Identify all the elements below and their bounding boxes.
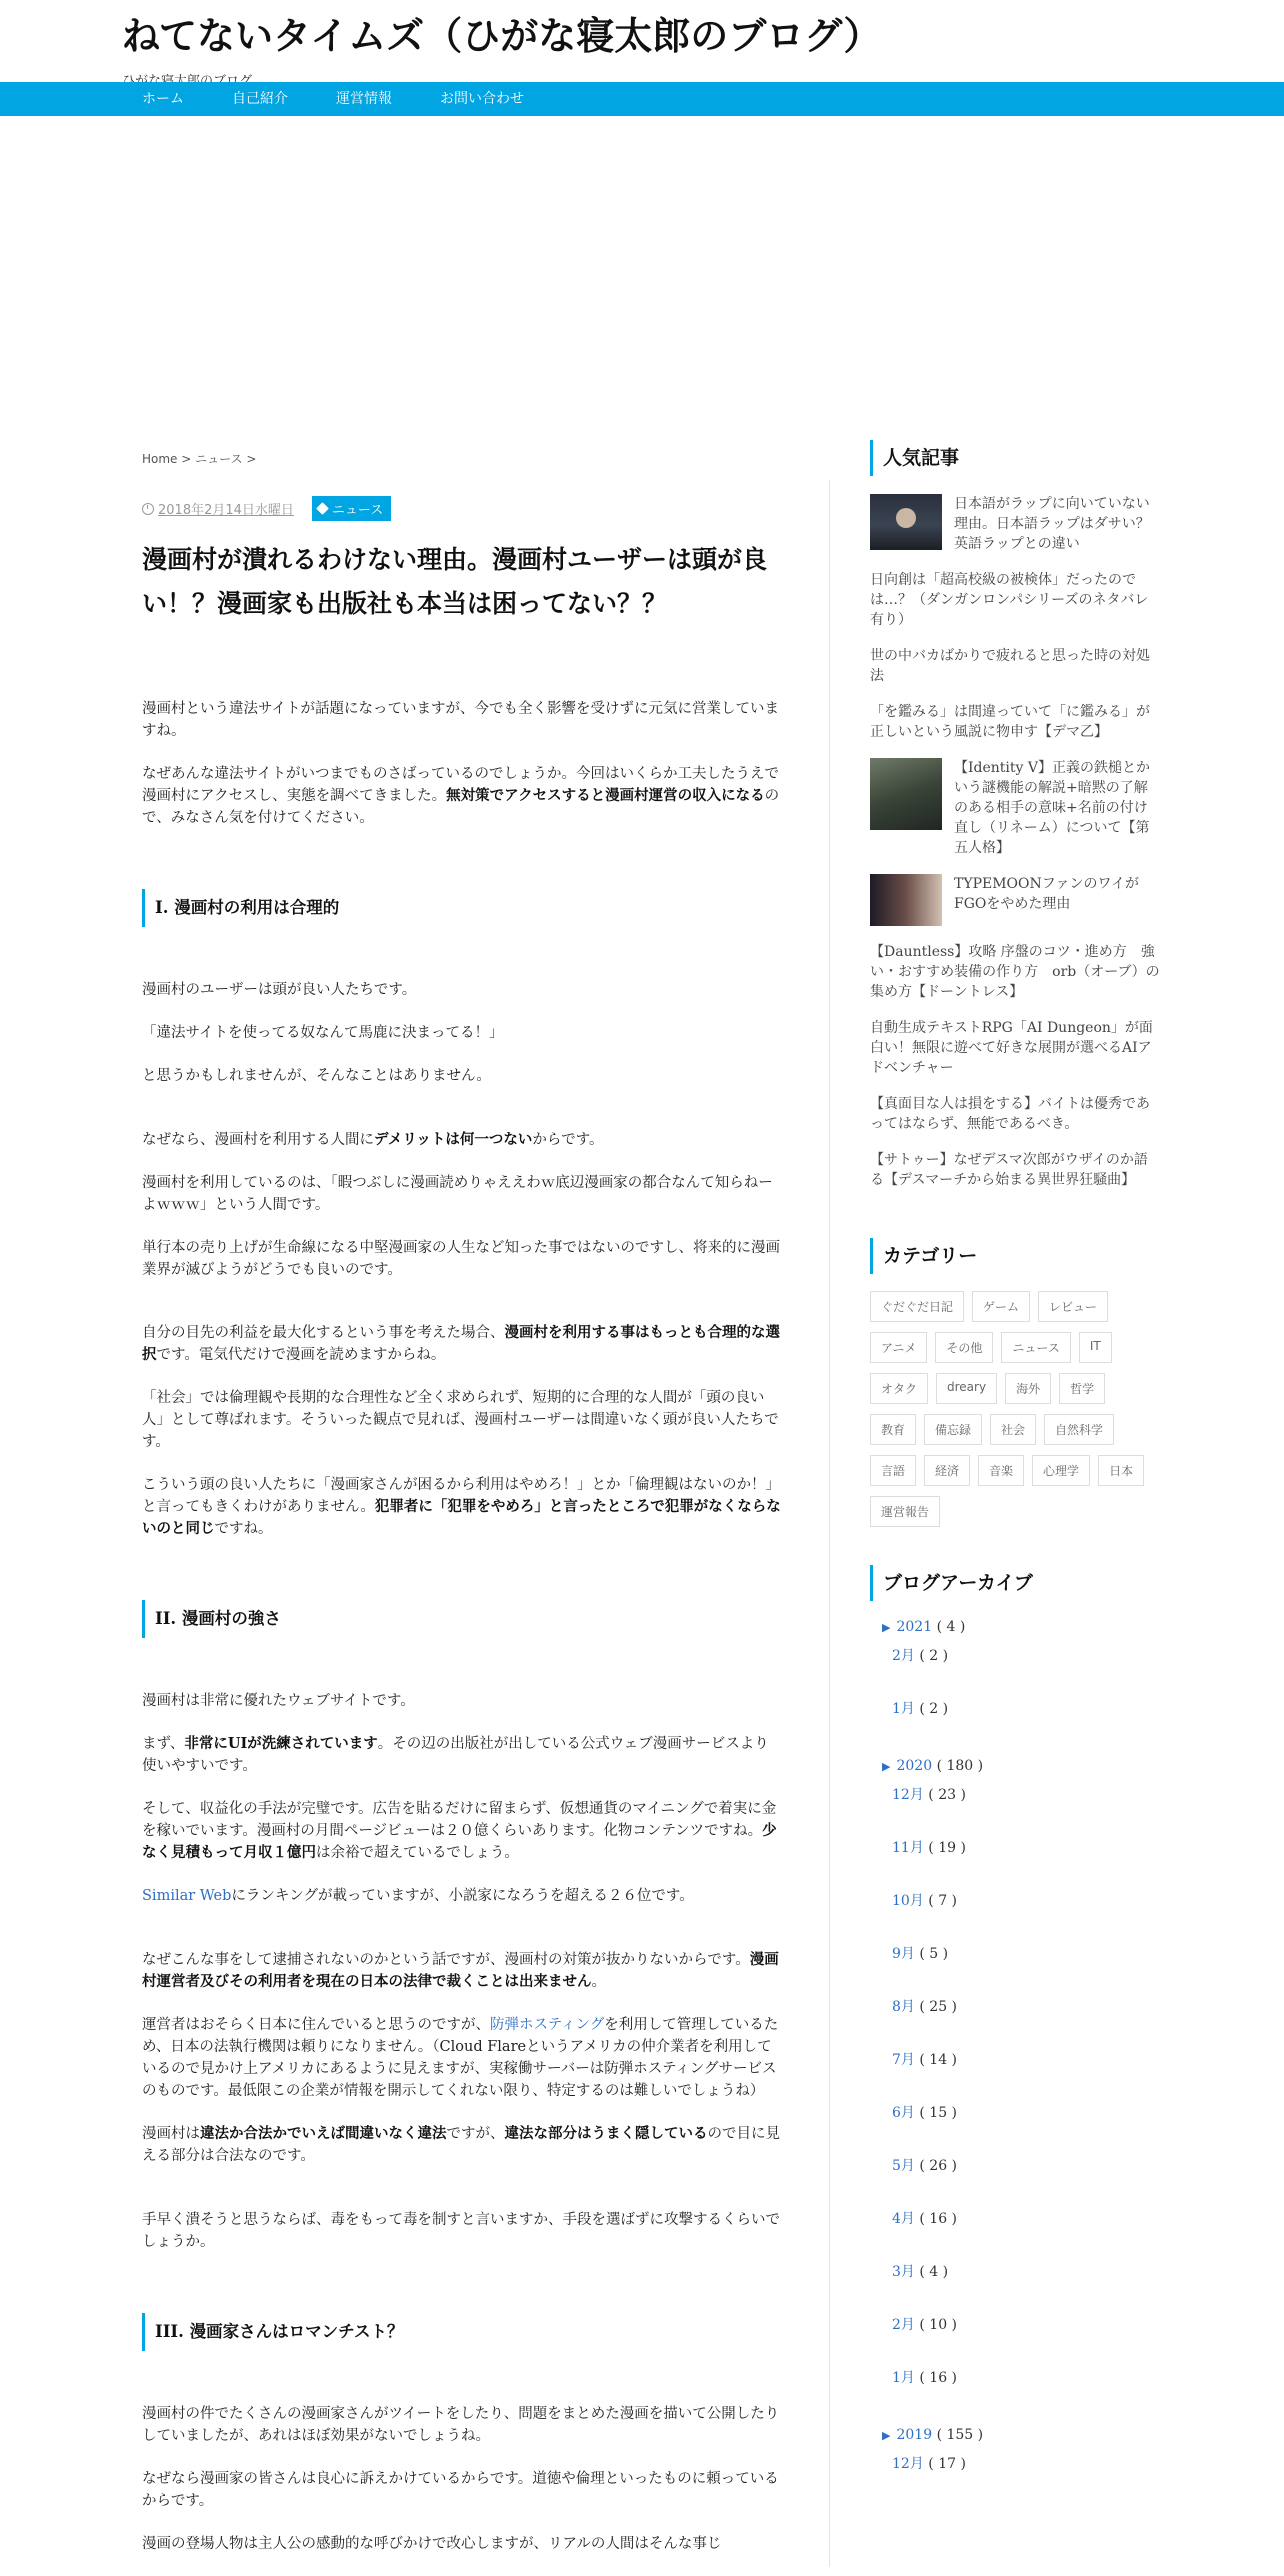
paragraph: 漫画村を利用しているのは、「暇つぶしに漫画読めりゃええわｗ底辺漫画家の都合なんて知らねーよｗｗｗ」という人間です。 <box>142 1175 773 1213</box>
category-tag[interactable]: レビュー <box>1038 1291 1108 1322</box>
paragraph: 漫画村は違法か合法かでいえば間違いなく違法ですが、違法な部分はうまく隠しているので目に見える部分は合法なのです。 <box>142 2125 780 2164</box>
nav-home[interactable]: ホーム <box>142 91 184 107</box>
category-tag[interactable]: 自然科学 <box>1044 1414 1114 1445</box>
archive-year-2021: ▶ 2021 ( 4 ) 2月 ( 2 ) 1月 ( 2 ) <box>882 1619 966 1717</box>
category-tag[interactable]: ぐだぐだ日記 <box>870 1291 964 1322</box>
post-title: 漫画村が潰れるわけない理由。漫画村ユーザーは頭が良い！？漫画家も出版社も本当は困ってない？？ <box>142 545 768 618</box>
category-tag[interactable]: その他 <box>935 1332 993 1363</box>
post-meta <box>142 496 391 521</box>
category-tag[interactable]: オタク <box>870 1373 928 1404</box>
archive-heading: ブログアーカイブ <box>870 1565 1160 1601</box>
category-tag[interactable]: 備忘録 <box>924 1414 982 1445</box>
tag-icon <box>316 502 329 515</box>
popular-post[interactable]: TYPEMOONファンのワイがFGOをやめた理由 <box>870 874 1160 926</box>
paragraph: なぜこんな事をして逮捕されないのかという話ですが、漫画村の対策が抜かりないからです。漫画村運営者及びその利用者を現在の日本の法律で裁くことは出来ません。 <box>142 1951 779 1990</box>
column-divider <box>829 480 830 2567</box>
popular-post[interactable]: 自動生成テキストRPG「AI Dungeon」が面白い！無限に遊べて好きな展開が選べるAIアドベンチャー <box>870 1020 1153 1076</box>
category-tag[interactable]: 社会 <box>990 1414 1036 1445</box>
paragraph: 自分の目先の利益を最大化するという事を考えた場合、漫画村を利用する事はもっとも合理的な選択です。電気代だけで漫画を読めますからね。 <box>142 1324 780 1363</box>
paragraph: なぜなら漫画家の皆さんは良心に訴えかけているからです。道徳や倫理といったものに頼っているからです。 <box>142 2471 779 2509</box>
section-heading-2: II. 漫画村の強さ <box>142 1600 782 1638</box>
popular-post[interactable]: 【Dauntless】攻略 序盤のコツ・進め方 強い・おすすめ装備の作り方 orb（オーブ）の集め方【ドーントレス】 <box>870 944 1160 1000</box>
category-tag[interactable]: 日本 <box>1098 1455 1144 1486</box>
popular-posts <box>870 494 1160 1190</box>
category-tag[interactable]: アニメ <box>870 1332 927 1363</box>
clock-icon <box>142 503 154 515</box>
category-tag[interactable]: 心理学 <box>1032 1455 1090 1486</box>
category-tag[interactable]: 経済 <box>924 1455 970 1486</box>
nav-contact[interactable]: お問い合わせ <box>440 91 524 107</box>
hosting-link[interactable]: 防弾ホスティング <box>490 2017 605 2033</box>
paragraph: と思うかもしれませんが、そんなことはありません。 <box>142 1068 491 1084</box>
expand-triangle-icon[interactable]: ▶ <box>882 1621 891 1634</box>
paragraph: 漫画村の件でたくさんの漫画家さんがツイートをしたり、問題をまとめた漫画を描いて公開したりしていましたが、あれはほぼ効果がないでしょうね。 <box>142 2406 780 2444</box>
paragraph: 漫画村という違法サイトが話題になっていますが、今でも全く影響を受けずに元気に営業していますね。 <box>142 701 779 739</box>
post-thumbnail[interactable] <box>870 494 942 550</box>
category-tag[interactable]: 海外 <box>1005 1373 1051 1404</box>
main-nav <box>0 82 1284 116</box>
popular-posts-heading: 人気記事 <box>870 440 1160 476</box>
paragraph: まず、非常にUIが洗練されています。その辺の出版社が出している公式ウェブ漫画サービスより使いやすいです。 <box>142 1735 769 1774</box>
site-title[interactable]: ねてないタイムズ（ひがな寝太郎のブログ） <box>122 13 882 58</box>
category-tag[interactable]: dreary <box>936 1373 997 1404</box>
nav-about[interactable]: 自己紹介 <box>232 91 288 107</box>
category-tag[interactable]: 教育 <box>870 1414 916 1445</box>
section-heading-3: III. 漫画家さんはロマンチスト？ <box>142 2313 782 2351</box>
paragraph: そして、収益化の手法が完璧です。広告を貼るだけに留まらず、仮想通貨のマイニングで着実に金を稼いでいます。漫画村の月間ページビューは２０億くらいあります。化物コンテンツですね。少なく見積もって月収１億円は余裕で超えているでしょう。 <box>142 1801 777 1861</box>
paragraph: 手早く潰そうと思うならば、毒をもって毒を制すと言いますか、手段を選ばずに攻撃するくらいでしょうか。 <box>142 2212 780 2250</box>
archive-year-2019: ▶ 2019 ( 155 ) 12月 ( 17 ) <box>882 2427 984 2472</box>
paragraph: 運営者はおそらく日本に住んでいると思うのですが、防弾ホスティングを利用して管理しているため、日本の法執行機関は頼りになりません。（Cloud Flareというアメリカの仲介業者を利用しているので見かけ上アメリカにあるように見えますが、実稼働サーバーは防弾ホスティングサービスのものです。最低限この企業が情報を開示してくれない限り、特定するのは難しいでしょうね） <box>142 2017 779 2099</box>
expand-triangle-icon[interactable]: ▶ <box>882 1760 891 1773</box>
popular-post[interactable]: 世の中バカばかりで疲れると思った時の対処法 <box>870 648 1150 684</box>
section-heading-1: I. 漫画村の利用は合理的 <box>142 889 782 927</box>
paragraph: 漫画村は非常に優れたウェブサイトです。 <box>142 1693 415 1709</box>
expand-triangle-icon[interactable]: ▶ <box>882 2429 891 2442</box>
category-tag[interactable]: 哲学 <box>1059 1373 1105 1404</box>
popular-post[interactable]: 【Identity V】正義の鉄槌とかいう謎機能の解説+暗黙の了解のある相手の意味+名前の付け直し（リネーム）について【第五人格】 <box>870 758 1160 858</box>
post-body <box>142 698 782 2576</box>
category-tag[interactable]: 言語 <box>870 1455 916 1486</box>
popular-post[interactable]: 日本語がラップに向いていない理由。日本語ラップはダサい？英語ラップとの違い <box>870 494 1160 554</box>
paragraph: こういう頭の良い人たちに「漫画家さんが困るから利用はやめろ！」とか「倫理観はないのか！」と言ってもきくわけがありません。犯罪者に「犯罪をやめろ」と言ったところで犯罪がなくならないのと同じですね。 <box>142 1477 781 1537</box>
post-thumbnail[interactable] <box>870 758 942 830</box>
category-tag[interactable]: ニュース <box>1001 1332 1070 1363</box>
paragraph: なぜなら、漫画村を利用する人間にデメリットは何一つないからです。 <box>142 1131 604 1148</box>
paragraph: 「社会」では倫理観や長期的な合理性など全く求められず、短期的に合理的な人間が「頭の良い人」として尊ばれます。そういった観点で見れば、漫画村ユーザーは間違いなく頭が良い人たちです。 <box>142 1390 779 1450</box>
category-list <box>870 1291 1160 1537</box>
category-tag[interactable]: ゲーム <box>972 1291 1030 1322</box>
paragraph: 「違法サイトを使ってる奴なんて馬鹿に決まってる！」 <box>142 1025 504 1041</box>
paragraph: 漫画の登場人物は主人公の感動的な呼びかけで改心しますが、リアルの人間はそんな事じ <box>142 2536 722 2552</box>
paragraph: 単行本の売り上げが生命線になる中堅漫画家の人生など知った事ではないのですし、将来的に漫画業界が滅びようがどうでも良いのです。 <box>142 1240 780 1278</box>
blog-archive <box>870 1619 1160 2473</box>
popular-post[interactable]: 【真面目な人は損をする】バイトは優秀であってはならず、無能であるべき。 <box>870 1096 1150 1132</box>
breadcrumb[interactable]: Home > ニュース > <box>142 452 257 466</box>
archive-year-2020: ▶ 2020 ( 180 ) 12月 ( 23 ) 11月 ( 19 ) 10月 ( 7 ) 9月 ( 5 ) 8月 ( 25 ) 7月 ( 14 ) 6月 ( 15 ) 5月 ( 26 ) 4月 ( 16 ) 3月 ( 4 ) 2月 ( 10 ) 1月 ( 16 ) <box>882 1758 984 2386</box>
sidebar <box>870 440 1160 2513</box>
post-thumbnail[interactable] <box>870 874 942 926</box>
category-heading: カテゴリー <box>870 1238 1160 1274</box>
popular-post[interactable]: 「を鑑みる」は間違っていて「に鑑みる」が正しいという風説に物申す【デマ乙】 <box>870 704 1150 740</box>
category-badge[interactable] <box>312 496 391 521</box>
nav-info[interactable]: 運営情報 <box>336 91 392 107</box>
category-tag[interactable]: 音楽 <box>978 1455 1024 1486</box>
similarweb-link[interactable]: Similar Web <box>142 1888 232 1904</box>
paragraph: Similar Webにランキングが載っていますが、小説家になろうを超える２６位です。 <box>142 1888 694 1904</box>
popular-post[interactable]: 【サトゥー】なぜデスマ次郎がウザイのか語る【デスマーチから始まる異世界狂騒曲】 <box>870 1152 1148 1188</box>
site-header <box>122 0 1222 89</box>
popular-post[interactable]: 日向創は「超高校級の被検体」だったのでは…？（ダンガンロンパシリーズのネタバレ有り） <box>870 572 1149 628</box>
category-tag[interactable]: IT <box>1079 1332 1112 1363</box>
category-label: ニュース <box>331 503 384 518</box>
paragraph: なぜあんな違法サイトがいつまでものさばっているのでしょうか。今回はいくらか工夫したうえで漫画村にアクセスし、実態を調べてきました。無対策でアクセスすると漫画村運営の収入になるので、みなさん気を付けてください。 <box>142 766 780 826</box>
paragraph: 漫画村のユーザーは頭が良い人たちです。 <box>142 982 417 998</box>
category-tag[interactable]: 運営報告 <box>870 1496 940 1527</box>
post-date[interactable]: 2018年2月14日水曜日 <box>158 503 294 518</box>
